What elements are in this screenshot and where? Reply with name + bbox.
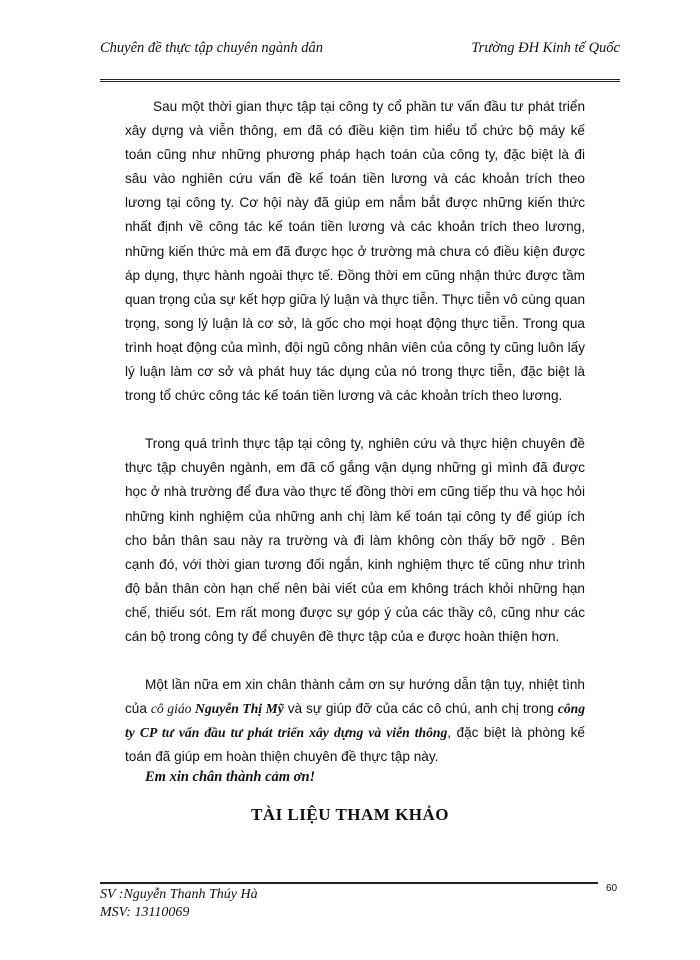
header-university: Trường ĐH Kinh tế Quốc bbox=[471, 40, 620, 56]
page-number: 60 bbox=[606, 883, 618, 894]
page-footer bbox=[100, 886, 500, 922]
teacher-prefix: cô giáo bbox=[150, 701, 196, 717]
footer-rule bbox=[100, 882, 598, 884]
company-name: công ty CP tư vấn đầu tư phát triển xây dựng và viễn thông bbox=[125, 701, 585, 741]
paragraph-3-text-1: Một lần nữa em xin chân thành cảm ơn sự hướng dẫn tận tụy, nhiệt tình của bbox=[125, 677, 585, 717]
header-course-title: Chuyên đề thực tập chuyên ngành dân bbox=[100, 40, 323, 56]
paragraph-3-text-2: và sự giúp đỡ của các cô chú, anh chị trong bbox=[283, 701, 558, 717]
header-rule bbox=[100, 79, 620, 82]
thanks-line: Em xin chân thành cảm ơn! bbox=[145, 769, 316, 785]
paragraph-3-text-3: , đặc biệt là phòng kế toán đã giúp em hoàn thiện chuyên đề thực tập này. bbox=[125, 725, 585, 765]
student-name: SV :Nguyễn Thanh Thúy Hà bbox=[100, 887, 258, 902]
page-header bbox=[100, 40, 620, 80]
body-text bbox=[125, 95, 585, 769]
student-id: MSV: 13110069 bbox=[100, 905, 190, 920]
references-heading: TÀI LIỆU THAM KHẢO bbox=[250, 805, 450, 824]
paragraph-2: Trong quá trình thực tập tại công ty, nghiên cứu và thực hiện chuyên đề thực tập chuyên ngành, em đã cố gắng vận dụng những gì mình đã được học ở nhà trường để đưa vào thực tế đồng thời em cũng tiếp thu và học hỏi những kinh nghiệm của những anh chị làm kế toán tại công ty để giúp ích cho bản thân sau này ra trường và đi làm không còn thấy bỡ ngỡ . Bên cạnh đó, với thời gian tương đối ngắn, kinh nghiệm thực tế cũng như trình độ bản thân còn hạn chế nên bài viết của em không trách khỏi những hạn chế, thiếu sót. Em rất mong được sự góp ý của các thầy cô, cũng như các cán bộ trong công ty để chuyên đề thực tập của e được hoàn thiện hơn. bbox=[125, 436, 585, 644]
paragraph-1: Sau một thời gian thực tập tại công ty cổ phần tư vấn đầu tư phát triển xây dựng và viễn thông, em đã có điều kiện tìm hiểu tổ chức bộ máy kế toán cũng như những phương pháp hạch toán của công ty, đặc biệt là đi sâu vào nghiên cứu vấn đề kế toán tiền lương và các khoản trích theo lương tại công ty. Cơ hội này đã giúp em nắm bắt được những kiến thức nhất định về công tác kế toán tiền lương và các khoản trích theo lương, những kiến thức mà em đã được học ở trường mà chưa có điều kiện được áp dụng, thực hành ngoài thực tế. Đồng thời em cũng nhận thức được tầm quan trọng của sự kết hợp giữa lý luận và thực tiễn. Thực tiễn vô cùng quan trọng, song lý luận là cơ sở, là gốc cho mọi hoạt động thực tiễn. Trong qua trình hoạt động của mình, đội ngũ công nhân viên của công ty cũng luôn lấy lý luận làm cơ sở và phát huy tác dụng của nó trong thực tiễn, đặc biệt là trong tổ chức công tác kế toán tiền lương và các khoản trích theo lương. bbox=[125, 99, 585, 404]
paragraph-3 bbox=[125, 673, 585, 769]
teacher-name: Nguyễn Thị Mỹ bbox=[195, 701, 284, 717]
